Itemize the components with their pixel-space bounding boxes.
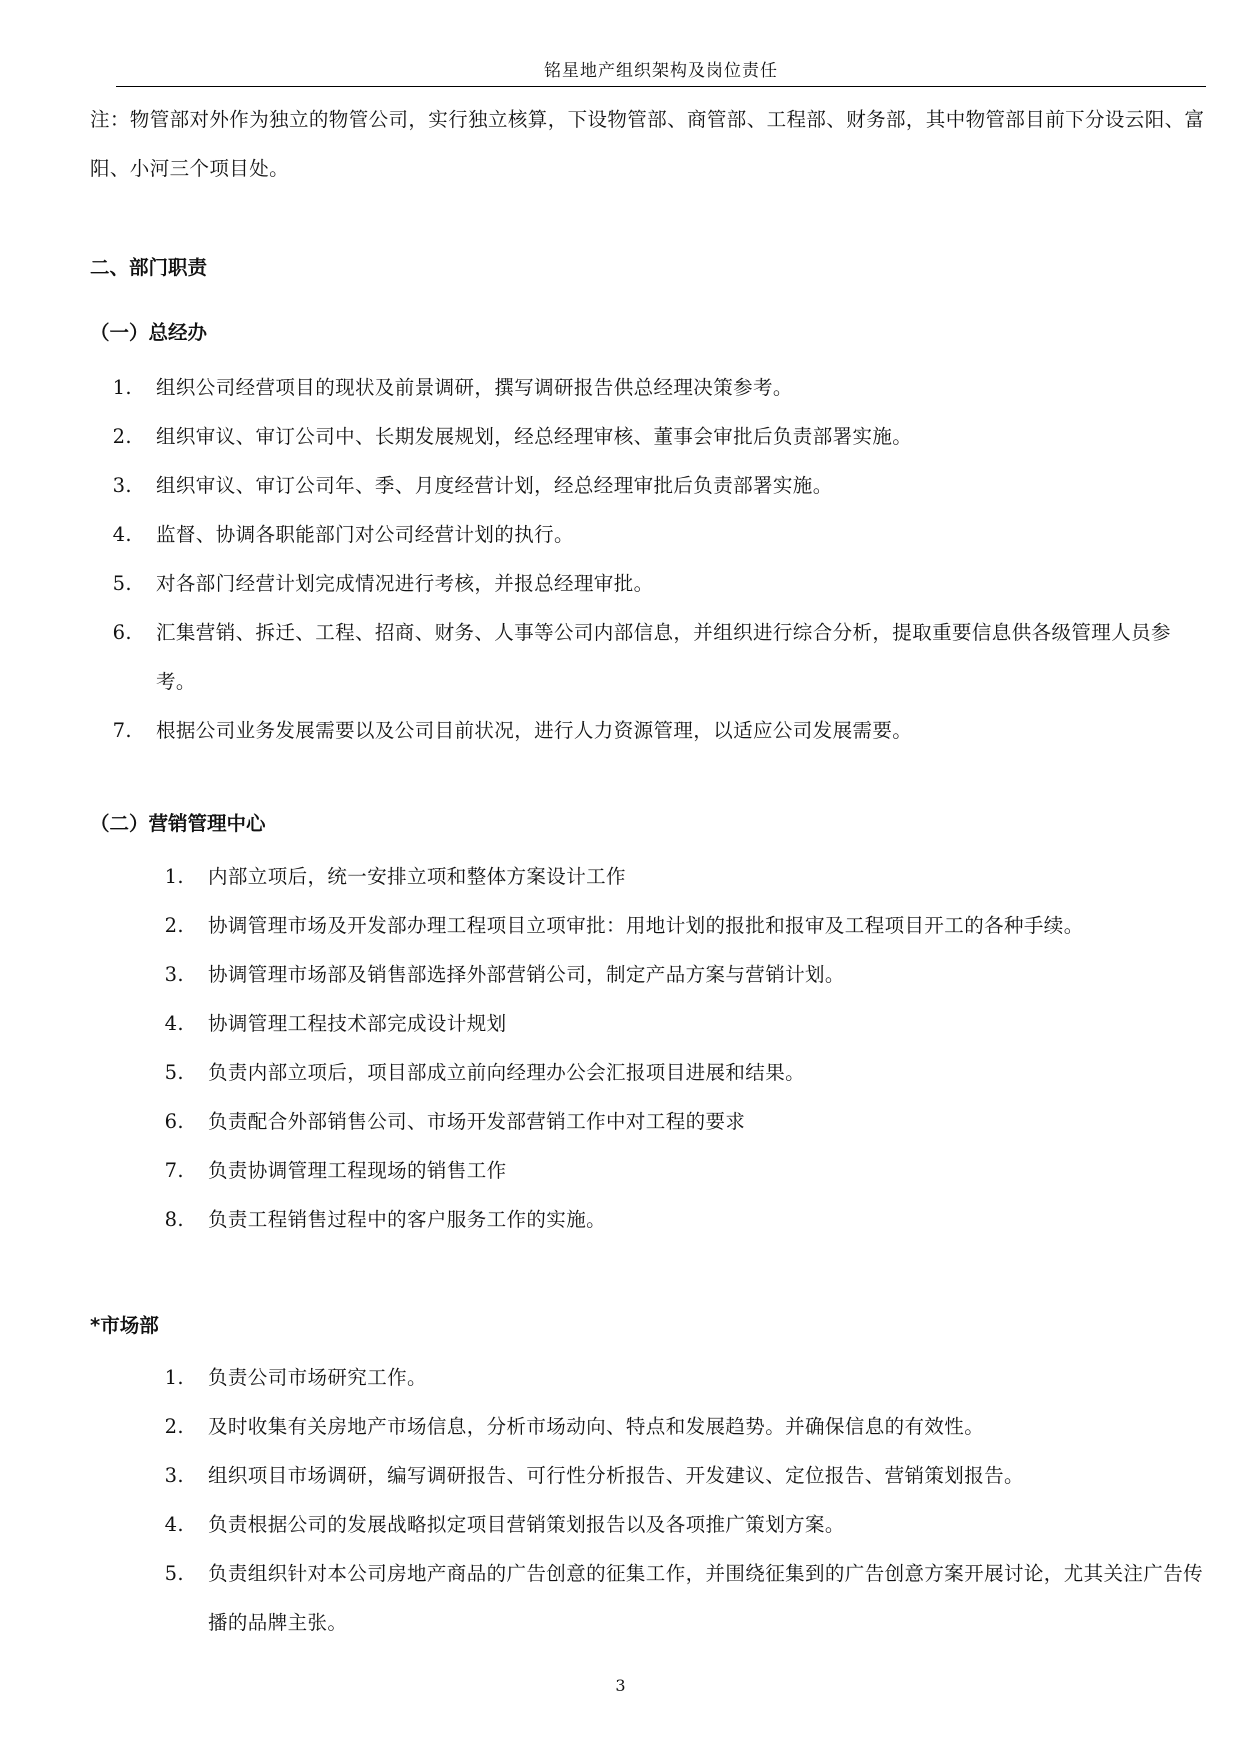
subsection-title-marketing-center: （二）营销管理中心 (90, 812, 266, 835)
list-item: 7. 根据公司业务发展需要以及公司目前状况，进行人力资源管理，以适应公司发展需要。 (112, 719, 913, 742)
list-item: 4. 负责根据公司的发展战略拟定项目营销策划报告以及各项推广策划方案。 (164, 1513, 845, 1536)
note-paragraph: 注：物管部对外作为独立的物管公司，实行独立核算，下设物管部、商管部、工程部、财务部，其中物管部目前下分设云阳、富阳、小河三个项目处。 (90, 108, 1205, 180)
list-item: 6. 汇集营销、拆迁、工程、招商、财务、人事等公司内部信息，并组织进行综合分析，提取重要信息供各级管理人员参考。 (112, 621, 1171, 693)
list-item: 8. 负责工程销售过程中的客户服务工作的实施。 (164, 1208, 607, 1231)
list-item: 2. 协调管理市场及开发部办理工程项目立项审批：用地计划的报批和报审及工程项目开工的各种手续。 (164, 914, 1084, 937)
list-item: 5. 负责内部立项后，项目部成立前向经理办公会汇报项目进展和结果。 (164, 1061, 806, 1084)
list-item: 6. 负责配合外部销售公司、市场开发部营销工作中对工程的要求 (164, 1110, 746, 1133)
gm-office-list (90, 363, 1206, 755)
subsection-title-market-dept: *市场部 (90, 1314, 159, 1337)
list-item: 3. 组织审议、审订公司年、季、月度经营计划，经总经理审批后负责部署实施。 (112, 474, 833, 497)
market-dept-list (90, 1353, 1206, 1647)
list-item: 7. 负责协调管理工程现场的销售工作 (164, 1159, 507, 1182)
list-item: 4. 协调管理工程技术部完成设计规划 (164, 1012, 507, 1035)
subsection-title-gm-office: （一）总经办 (90, 321, 208, 344)
header-title: 铭星地产组织架构及岗位责任 (544, 61, 778, 81)
list-item: 5. 对各部门经营计划完成情况进行考核，并报总经理审批。 (112, 572, 654, 595)
list-item: 1. 组织公司经营项目的现状及前景调研，撰写调研报告供总经理决策参考。 (112, 376, 793, 399)
list-item: 3. 组织项目市场调研，编写调研报告、可行性分析报告、开发建议、定位报告、营销策划报告。 (164, 1464, 1024, 1487)
list-item: 3. 协调管理市场部及销售部选择外部营销公司，制定产品方案与营销计划。 (164, 963, 845, 986)
marketing-center-list (90, 852, 1206, 1244)
list-item: 1. 内部立项后，统一安排立项和整体方案设计工作 (164, 865, 626, 888)
list-item: 1. 负责公司市场研究工作。 (164, 1366, 427, 1389)
list-item: 2. 及时收集有关房地产市场信息，分析市场动向、特点和发展趋势。并确保信息的有效性。 (164, 1415, 985, 1438)
document-body (90, 95, 1206, 193)
list-item: 2. 组织审议、审订公司中、长期发展规划，经总经理审核、董事会审批后负责部署实施。 (112, 425, 913, 448)
list-item: 5. 负责组织针对本公司房地产商品的广告创意的征集工作，并围绕征集到的广告创意方案开展讨论，尤其关注广告传播的品牌主张。 (164, 1562, 1204, 1634)
page-header (116, 56, 1206, 87)
page-number: 3 (615, 1676, 626, 1695)
list-item: 4. 监督、协调各职能部门对公司经营计划的执行。 (112, 523, 574, 546)
section-title-responsibilities: 二、部门职责 (90, 256, 208, 279)
